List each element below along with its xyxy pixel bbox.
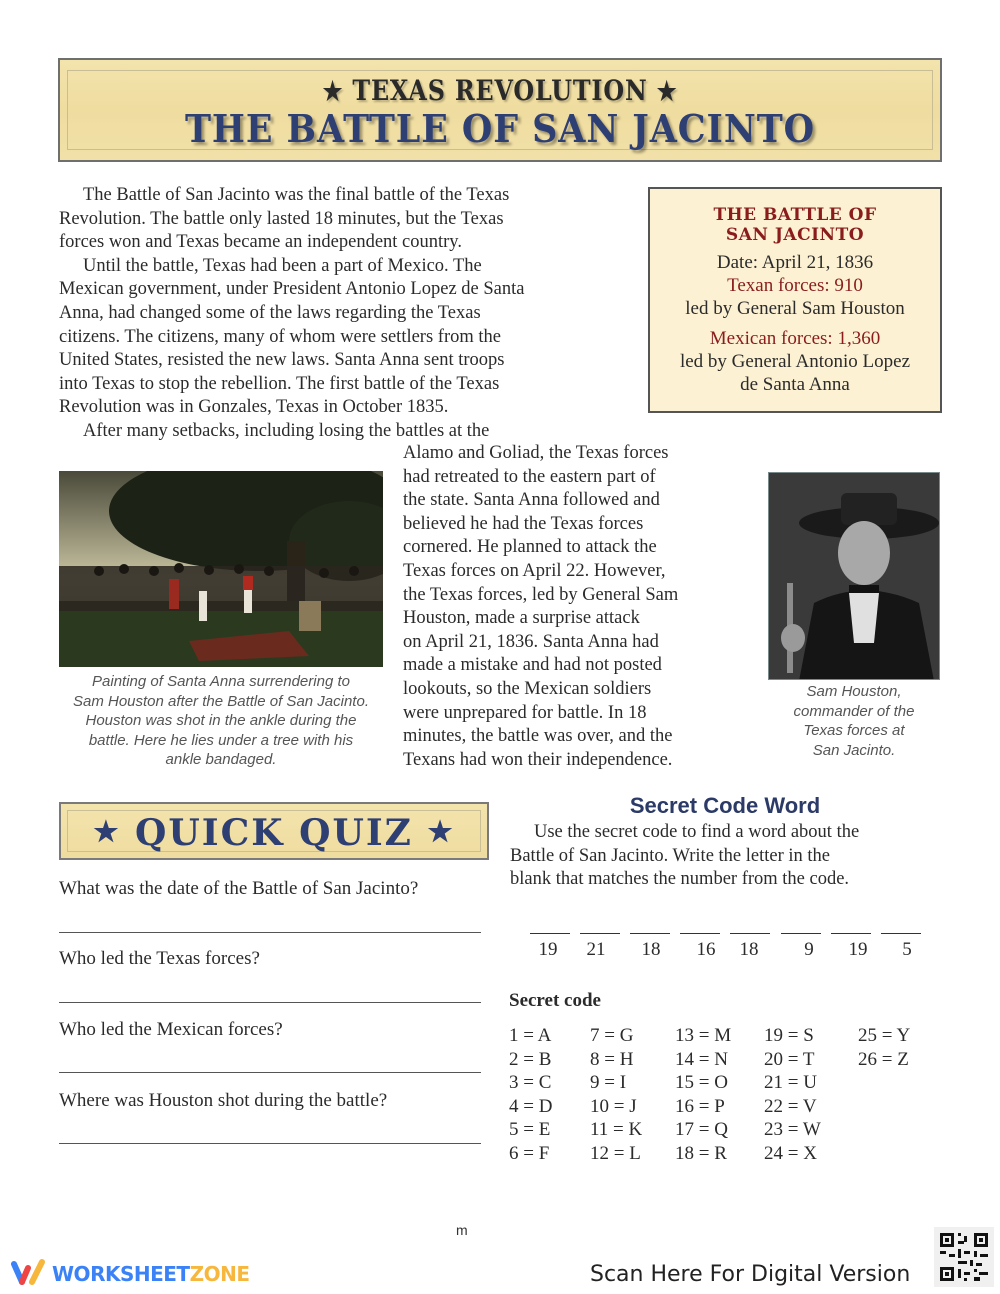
code-number: 5: [902, 939, 912, 960]
text-line: Battle of San Jacinto. Write the letter in the: [510, 845, 831, 866]
code-entry: 1 = A: [509, 1025, 552, 1046]
quiz-title-text: QUICK QUIZ: [135, 812, 413, 854]
text-line: Mexican government, under President Antonio Lopez de Santa: [59, 279, 525, 300]
code-entry: 10 = J: [590, 1095, 637, 1117]
star-icon: ★: [322, 77, 344, 107]
code-entry: 19 = S: [764, 1025, 814, 1046]
banner-subtitle-text: TEXAS REVOLUTION: [352, 74, 648, 107]
code-entry: 26 = Z: [858, 1048, 909, 1070]
code-entry: 15 = O: [675, 1072, 728, 1094]
article-battle: [403, 442, 753, 772]
code-number: 16: [696, 939, 716, 960]
painting-image-icon: [59, 471, 383, 667]
code-entry: 20 = T: [764, 1048, 815, 1070]
text-line: Revolution was in Gonzales, Texas in October 1835.: [59, 397, 449, 418]
page-title: THE BATTLE OF SAN JACINTO: [184, 106, 816, 151]
text-line: The Battle of San Jacinto was the final battle of the Texas: [83, 185, 510, 205]
text-line: cornered. He planned to attack the: [403, 537, 657, 558]
page-mark: m: [456, 1222, 468, 1238]
code-column-5: [858, 1024, 910, 1071]
text-line: Texans had won their independence.: [403, 749, 673, 770]
portrait-image-icon: [769, 473, 940, 680]
code-entry: 14 = N: [675, 1048, 728, 1070]
answer-blank-3[interactable]: [59, 1072, 481, 1073]
code-column-2: [590, 1024, 642, 1166]
star-icon: ★: [93, 815, 121, 848]
text-line: minutes, the battle was over, and the: [403, 726, 673, 747]
code-number: 9: [804, 939, 814, 960]
letter-blank-2[interactable]: [580, 933, 620, 934]
mexican-leader: de Santa Anna: [740, 374, 850, 395]
battle-facts-box: [648, 187, 942, 413]
letter-blank-8[interactable]: [881, 933, 921, 934]
star-icon: ★: [656, 77, 678, 107]
texan-forces: Texan forces: 910: [727, 275, 863, 296]
text-line: the Texas forces, led by General Sam: [403, 584, 679, 605]
text-line: United States, resisted the new laws. Santa Anna sent troops: [59, 350, 505, 371]
facts-title-line: SAN JACINTO: [725, 225, 865, 245]
scan-digital-version-label: Scan Here For Digital Version: [590, 1262, 911, 1287]
text-line: made a mistake and had not posted: [403, 655, 662, 676]
caption-line: battle. Here he lies under a tree with his: [88, 731, 354, 749]
article-intro: [59, 184, 639, 444]
quiz-question-4: Where was Houston shot during the battle?: [59, 1090, 388, 1111]
answer-blank-1[interactable]: [59, 932, 481, 933]
text-line: into Texas to stop the rebellion. The first battle of the Texas: [59, 373, 500, 394]
answer-blank-2[interactable]: [59, 1002, 481, 1003]
quiz-question-3: Who led the Mexican forces?: [59, 1019, 283, 1040]
text-line: Revolution. The battle only lasted 18 minutes, but the Texas: [59, 208, 504, 229]
secret-code-instructions: [510, 821, 950, 892]
caption-line: ankle bandaged.: [165, 751, 277, 769]
quiz-question-1: What was the date of the Battle of San Jacinto?: [59, 878, 419, 899]
code-entry: 25 = Y: [858, 1025, 911, 1046]
painting-caption: [55, 672, 387, 770]
answer-blank-4[interactable]: [59, 1143, 481, 1144]
caption-line: Sam Houston,: [806, 683, 902, 700]
text-line: Texas forces on April 22. However,: [403, 560, 666, 581]
code-entry: 5 = E: [509, 1119, 551, 1141]
text-line: After many setbacks, including losing the battles at the: [83, 420, 490, 441]
code-column-1: [509, 1024, 552, 1166]
code-column-3: [675, 1024, 731, 1166]
secret-code-title: Secret Code Word: [629, 793, 821, 818]
text-line: forces won and Texas became an independent country.: [59, 232, 462, 253]
quick-quiz-banner: [59, 802, 489, 860]
text-line: on April 21, 1836. Santa Anna had: [403, 631, 659, 652]
code-entry: 22 = V: [764, 1095, 817, 1117]
code-number: 21: [586, 939, 606, 960]
text-line: citizens. The citizens, many of whom were settlers from the: [59, 326, 501, 347]
code-entry: 8 = H: [590, 1048, 634, 1070]
facts-title-line: THE BATTLE OF: [713, 205, 877, 225]
caption-line: Houston was shot in the ankle during the: [85, 712, 357, 730]
code-entry: 24 = X: [764, 1142, 817, 1164]
code-entry: 18 = R: [675, 1142, 727, 1164]
code-entry: 4 = D: [509, 1095, 553, 1117]
text-line: blank that matches the number from the code.: [510, 869, 850, 890]
caption-line: San Jacinto.: [812, 741, 896, 759]
worksheet-zone-logo-icon[interactable]: [8, 1258, 48, 1288]
secret-code-heading: Secret code: [509, 990, 601, 1011]
code-entry: 2 = B: [509, 1048, 552, 1070]
code-entry: 7 = G: [590, 1025, 634, 1046]
caption-line: Sam Houston after the Battle of San Jacinto.: [72, 692, 369, 710]
code-number: 18: [641, 939, 661, 960]
text-line: believed he had the Texas forces: [403, 513, 644, 534]
worksheet-zone-logo[interactable]: [52, 1262, 249, 1286]
code-entry: 21 = U: [764, 1072, 817, 1094]
code-entry: 6 = F: [509, 1142, 550, 1164]
portrait-caption: [762, 682, 946, 760]
sam-houston-portrait: [768, 472, 940, 680]
letter-blank-4[interactable]: [680, 933, 720, 934]
code-entry: 16 = P: [675, 1095, 725, 1117]
text-line: Until the battle, Texas had been a part of Mexico. The: [83, 255, 482, 276]
text-line: Anna, had changed some of the laws regarding the Texas: [59, 302, 481, 323]
code-number: 19: [538, 939, 558, 960]
code-number: 19: [848, 939, 868, 960]
text-line: the state. Santa Anna followed and: [403, 490, 660, 511]
surrender-painting: [59, 471, 383, 667]
code-entry: 23 = W: [764, 1119, 821, 1141]
letter-blank-6[interactable]: [781, 933, 821, 934]
text-line: Houston, made a surprise attack: [403, 608, 640, 629]
battle-date: Date: April 21, 1836: [716, 252, 874, 273]
texan-leader: led by General Sam Houston: [685, 298, 905, 319]
caption-line: commander of the: [793, 702, 915, 720]
letter-blank-7[interactable]: [831, 933, 871, 934]
banner-subtitle: [126, 74, 874, 107]
letter-blank-1[interactable]: [530, 933, 570, 934]
code-entry: 12 = L: [590, 1142, 641, 1164]
title-banner: [58, 58, 942, 162]
star-icon: ★: [427, 815, 455, 848]
qr-code-icon[interactable]: [934, 1227, 994, 1287]
text-line: had retreated to the eastern part of: [403, 466, 656, 487]
mexican-forces: Mexican forces: 1,360: [709, 328, 881, 349]
letter-blank-5[interactable]: [730, 933, 770, 934]
quiz-heading: [61, 812, 487, 854]
text-line: were unprepared for battle. In 18: [403, 702, 647, 723]
code-entry: 13 = M: [675, 1025, 732, 1046]
mexican-leader: led by General Antonio Lopez: [679, 351, 911, 372]
code-entry: 17 = Q: [675, 1119, 728, 1141]
code-number: 18: [739, 939, 759, 960]
logo-text-zone: ZONE: [189, 1262, 250, 1286]
code-entry: 9 = I: [590, 1072, 627, 1094]
code-entry: 3 = C: [509, 1072, 552, 1094]
logo-text-worksheet: WORKSHEET: [52, 1262, 190, 1286]
quiz-question-2: Who led the Texas forces?: [59, 948, 260, 969]
text-line: lookouts, so the Mexican soldiers: [403, 678, 652, 699]
text-line: Alamo and Goliad, the Texas forces: [403, 443, 669, 463]
code-entry: 11 = K: [590, 1119, 643, 1141]
caption-line: Texas forces at: [803, 722, 905, 740]
text-line: Use the secret code to find a word about the: [534, 822, 860, 842]
facts-title: [650, 205, 940, 245]
letter-blank-3[interactable]: [630, 933, 670, 934]
code-column-4: [764, 1024, 821, 1166]
caption-line: Painting of Santa Anna surrendering to: [92, 673, 350, 690]
